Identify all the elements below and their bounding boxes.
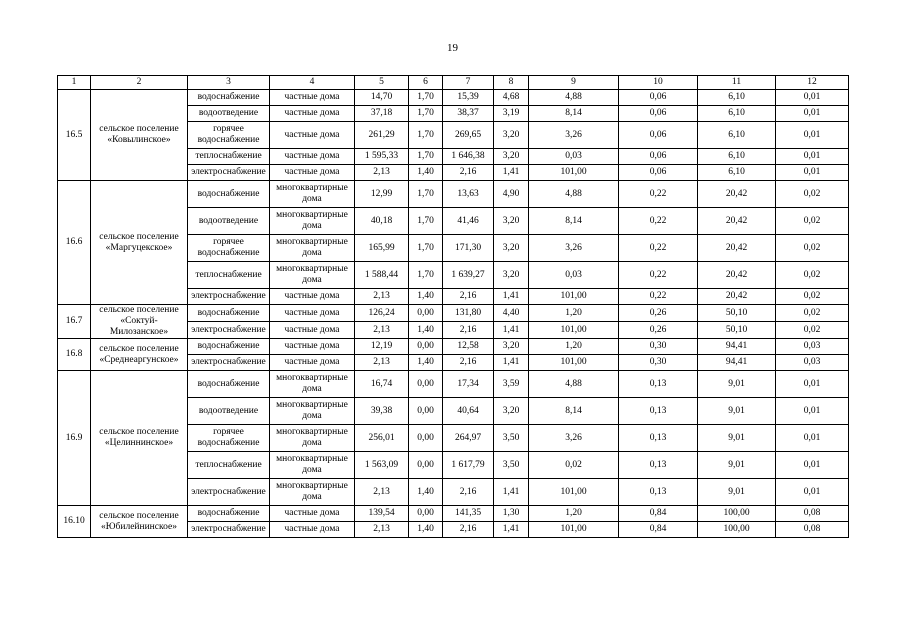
value-cell: 15,39 — [443, 90, 494, 106]
value-cell: 1,20 — [529, 339, 619, 355]
value-cell: 101,00 — [529, 522, 619, 538]
value-cell: 0,01 — [776, 90, 849, 106]
service-type: водоснабжение — [188, 339, 270, 355]
column-header: 9 — [529, 76, 619, 90]
value-cell: 0,03 — [529, 262, 619, 289]
value-cell: 3,20 — [494, 122, 529, 149]
column-header: 2 — [91, 76, 188, 90]
housing-type: частные дома — [270, 90, 355, 106]
value-cell: 2,16 — [443, 165, 494, 181]
table-row — [58, 371, 849, 398]
housing-type: частные дома — [270, 106, 355, 122]
value-cell: 0,13 — [619, 398, 698, 425]
value-cell: 37,18 — [355, 106, 409, 122]
service-type: водоснабжение — [188, 90, 270, 106]
value-cell: 256,01 — [355, 425, 409, 452]
value-cell: 2,13 — [355, 322, 409, 339]
value-cell: 165,99 — [355, 235, 409, 262]
value-cell: 0,01 — [776, 398, 849, 425]
value-cell: 0,00 — [409, 398, 443, 425]
value-cell: 100,00 — [698, 522, 776, 538]
value-cell: 3,50 — [494, 452, 529, 479]
row-number: 16.8 — [58, 339, 91, 371]
value-cell: 9,01 — [698, 425, 776, 452]
value-cell: 1,40 — [409, 479, 443, 506]
housing-type: многоквартирные дома — [270, 479, 355, 506]
value-cell: 2,13 — [355, 165, 409, 181]
value-cell: 1,20 — [529, 305, 619, 322]
value-cell: 1,41 — [494, 289, 529, 305]
value-cell: 0,02 — [776, 262, 849, 289]
value-cell: 0,01 — [776, 149, 849, 165]
value-cell: 1,70 — [409, 262, 443, 289]
value-cell: 101,00 — [529, 355, 619, 371]
value-cell: 8,14 — [529, 208, 619, 235]
service-type: водоотведение — [188, 208, 270, 235]
value-cell: 8,14 — [529, 398, 619, 425]
value-cell: 0,22 — [619, 181, 698, 208]
column-header: 4 — [270, 76, 355, 90]
value-cell: 4,88 — [529, 181, 619, 208]
value-cell: 0,02 — [776, 289, 849, 305]
service-type: водоснабжение — [188, 305, 270, 322]
housing-type: частные дома — [270, 165, 355, 181]
value-cell: 4,90 — [494, 181, 529, 208]
service-type: водоотведение — [188, 398, 270, 425]
value-cell: 0,06 — [619, 165, 698, 181]
value-cell: 3,26 — [529, 122, 619, 149]
value-cell: 0,06 — [619, 90, 698, 106]
housing-type: многоквартирные дома — [270, 262, 355, 289]
housing-type: частные дома — [270, 149, 355, 165]
row-number: 16.9 — [58, 371, 91, 506]
value-cell: 3,20 — [494, 208, 529, 235]
settlement-name: сельское поселение «Среднеаргунское» — [91, 339, 188, 371]
service-type: горячее водоснабжение — [188, 235, 270, 262]
value-cell: 171,30 — [443, 235, 494, 262]
housing-type: частные дома — [270, 289, 355, 305]
tariff-table — [57, 75, 849, 538]
value-cell: 1 588,44 — [355, 262, 409, 289]
housing-type: частные дома — [270, 122, 355, 149]
value-cell: 1,40 — [409, 289, 443, 305]
value-cell: 2,13 — [355, 479, 409, 506]
value-cell: 3,50 — [494, 425, 529, 452]
housing-type: частные дома — [270, 355, 355, 371]
value-cell: 0,22 — [619, 208, 698, 235]
value-cell: 1,30 — [494, 506, 529, 522]
value-cell: 9,01 — [698, 479, 776, 506]
value-cell: 101,00 — [529, 165, 619, 181]
value-cell: 0,06 — [619, 122, 698, 149]
value-cell: 0,30 — [619, 339, 698, 355]
value-cell: 0,13 — [619, 425, 698, 452]
value-cell: 1,70 — [409, 208, 443, 235]
value-cell: 3,59 — [494, 371, 529, 398]
service-type: электроснабжение — [188, 165, 270, 181]
housing-type: частные дома — [270, 305, 355, 322]
value-cell: 1,41 — [494, 355, 529, 371]
value-cell: 2,16 — [443, 289, 494, 305]
service-type: электроснабжение — [188, 522, 270, 538]
value-cell: 94,41 — [698, 355, 776, 371]
column-header: 6 — [409, 76, 443, 90]
value-cell: 141,35 — [443, 506, 494, 522]
value-cell: 20,42 — [698, 235, 776, 262]
value-cell: 101,00 — [529, 479, 619, 506]
value-cell: 6,10 — [698, 165, 776, 181]
value-cell: 4,68 — [494, 90, 529, 106]
value-cell: 0,03 — [776, 339, 849, 355]
value-cell: 50,10 — [698, 322, 776, 339]
value-cell: 0,02 — [776, 322, 849, 339]
value-cell: 2,16 — [443, 322, 494, 339]
settlement-name: сельское поселение «Юбилейнинское» — [91, 506, 188, 538]
value-cell: 139,54 — [355, 506, 409, 522]
service-type: водоснабжение — [188, 506, 270, 522]
value-cell: 0,03 — [776, 355, 849, 371]
settlement-name: сельское поселение «Целиннинское» — [91, 371, 188, 506]
service-type: теплоснабжение — [188, 262, 270, 289]
value-cell: 0,01 — [776, 425, 849, 452]
value-cell: 20,42 — [698, 262, 776, 289]
service-type: электроснабжение — [188, 355, 270, 371]
value-cell: 9,01 — [698, 398, 776, 425]
value-cell: 1,70 — [409, 106, 443, 122]
value-cell: 101,00 — [529, 289, 619, 305]
value-cell: 3,20 — [494, 398, 529, 425]
value-cell: 0,13 — [619, 371, 698, 398]
service-type: теплоснабжение — [188, 149, 270, 165]
value-cell: 1,20 — [529, 506, 619, 522]
value-cell: 39,38 — [355, 398, 409, 425]
value-cell: 3,26 — [529, 235, 619, 262]
housing-type: частные дома — [270, 339, 355, 355]
value-cell: 20,42 — [698, 208, 776, 235]
column-header: 1 — [58, 76, 91, 90]
value-cell: 2,13 — [355, 355, 409, 371]
service-type: электроснабжение — [188, 289, 270, 305]
housing-type: многоквартирные дома — [270, 235, 355, 262]
value-cell: 0,08 — [776, 522, 849, 538]
value-cell: 0,00 — [409, 425, 443, 452]
value-cell: 1,41 — [494, 479, 529, 506]
service-type: теплоснабжение — [188, 452, 270, 479]
value-cell: 1 617,79 — [443, 452, 494, 479]
column-header: 11 — [698, 76, 776, 90]
value-cell: 2,16 — [443, 355, 494, 371]
housing-type: многоквартирные дома — [270, 208, 355, 235]
value-cell: 0,01 — [776, 371, 849, 398]
value-cell: 6,10 — [698, 106, 776, 122]
housing-type: многоквартирные дома — [270, 398, 355, 425]
service-type: водоотведение — [188, 106, 270, 122]
value-cell: 3,20 — [494, 149, 529, 165]
service-type: водоснабжение — [188, 371, 270, 398]
column-header: 8 — [494, 76, 529, 90]
value-cell: 3,19 — [494, 106, 529, 122]
value-cell: 1,41 — [494, 522, 529, 538]
column-header: 12 — [776, 76, 849, 90]
value-cell: 0,84 — [619, 506, 698, 522]
value-cell: 0,26 — [619, 305, 698, 322]
table-row — [58, 90, 849, 106]
value-cell: 1 595,33 — [355, 149, 409, 165]
housing-type: многоквартирные дома — [270, 371, 355, 398]
service-type: электроснабжение — [188, 479, 270, 506]
value-cell: 3,20 — [494, 235, 529, 262]
housing-type: многоквартирные дома — [270, 181, 355, 208]
value-cell: 12,99 — [355, 181, 409, 208]
value-cell: 264,97 — [443, 425, 494, 452]
column-header: 3 — [188, 76, 270, 90]
value-cell: 16,74 — [355, 371, 409, 398]
value-cell: 0,84 — [619, 522, 698, 538]
value-cell: 0,03 — [529, 149, 619, 165]
value-cell: 2,13 — [355, 522, 409, 538]
settlement-name: сельское поселение «Ковылинское» — [91, 90, 188, 181]
value-cell: 131,80 — [443, 305, 494, 322]
value-cell: 0,02 — [776, 305, 849, 322]
value-cell: 1 646,38 — [443, 149, 494, 165]
value-cell: 0,00 — [409, 506, 443, 522]
value-cell: 0,22 — [619, 235, 698, 262]
value-cell: 40,64 — [443, 398, 494, 425]
value-cell: 20,42 — [698, 289, 776, 305]
value-cell: 9,01 — [698, 371, 776, 398]
value-cell: 6,10 — [698, 90, 776, 106]
value-cell: 1,40 — [409, 522, 443, 538]
value-cell: 1,70 — [409, 122, 443, 149]
value-cell: 4,88 — [529, 90, 619, 106]
value-cell: 2,16 — [443, 522, 494, 538]
value-cell: 4,40 — [494, 305, 529, 322]
value-cell: 0,02 — [529, 452, 619, 479]
value-cell: 0,13 — [619, 479, 698, 506]
value-cell: 1,41 — [494, 165, 529, 181]
value-cell: 1,70 — [409, 90, 443, 106]
row-number: 16.6 — [58, 181, 91, 305]
value-cell: 0,08 — [776, 506, 849, 522]
value-cell: 1 563,09 — [355, 452, 409, 479]
value-cell: 0,22 — [619, 289, 698, 305]
value-cell: 6,10 — [698, 149, 776, 165]
value-cell: 41,46 — [443, 208, 494, 235]
table-row — [58, 181, 849, 208]
value-cell: 8,14 — [529, 106, 619, 122]
value-cell: 38,37 — [443, 106, 494, 122]
table-header-row — [58, 76, 849, 90]
column-header: 5 — [355, 76, 409, 90]
value-cell: 0,06 — [619, 149, 698, 165]
value-cell: 269,65 — [443, 122, 494, 149]
value-cell: 20,42 — [698, 181, 776, 208]
table-row — [58, 506, 849, 522]
value-cell: 0,00 — [409, 452, 443, 479]
service-type: электроснабжение — [188, 322, 270, 339]
value-cell: 0,00 — [409, 305, 443, 322]
value-cell: 2,16 — [443, 479, 494, 506]
value-cell: 17,34 — [443, 371, 494, 398]
row-number: 16.10 — [58, 506, 91, 538]
value-cell: 261,29 — [355, 122, 409, 149]
value-cell: 100,00 — [698, 506, 776, 522]
value-cell: 0,02 — [776, 181, 849, 208]
value-cell: 94,41 — [698, 339, 776, 355]
row-number: 16.7 — [58, 305, 91, 339]
value-cell: 50,10 — [698, 305, 776, 322]
table-row — [58, 305, 849, 322]
value-cell: 0,01 — [776, 122, 849, 149]
value-cell: 40,18 — [355, 208, 409, 235]
service-type: горячее водоснабжение — [188, 425, 270, 452]
value-cell: 1,41 — [494, 322, 529, 339]
page-number: 19 — [447, 42, 458, 54]
value-cell: 0,01 — [776, 452, 849, 479]
value-cell: 126,24 — [355, 305, 409, 322]
housing-type: многоквартирные дома — [270, 425, 355, 452]
value-cell: 0,30 — [619, 355, 698, 371]
service-type: водоснабжение — [188, 181, 270, 208]
value-cell: 0,06 — [619, 106, 698, 122]
value-cell: 0,01 — [776, 106, 849, 122]
value-cell: 4,88 — [529, 371, 619, 398]
value-cell: 14,70 — [355, 90, 409, 106]
value-cell: 0,01 — [776, 165, 849, 181]
value-cell: 1,40 — [409, 355, 443, 371]
value-cell: 3,20 — [494, 339, 529, 355]
value-cell: 2,13 — [355, 289, 409, 305]
value-cell: 0,02 — [776, 235, 849, 262]
settlement-name: сельское поселение «Маргуцекское» — [91, 181, 188, 305]
value-cell: 6,10 — [698, 122, 776, 149]
table-body — [58, 76, 849, 538]
value-cell: 12,58 — [443, 339, 494, 355]
value-cell: 1,70 — [409, 235, 443, 262]
settlement-name: сельское поселение «Соктуй-Милозанское» — [91, 305, 188, 339]
value-cell: 9,01 — [698, 452, 776, 479]
value-cell: 0,22 — [619, 262, 698, 289]
column-header: 7 — [443, 76, 494, 90]
value-cell: 101,00 — [529, 322, 619, 339]
value-cell: 0,00 — [409, 371, 443, 398]
housing-type: частные дома — [270, 322, 355, 339]
value-cell: 0,26 — [619, 322, 698, 339]
value-cell: 1,40 — [409, 322, 443, 339]
column-header: 10 — [619, 76, 698, 90]
housing-type: частные дома — [270, 506, 355, 522]
value-cell: 3,20 — [494, 262, 529, 289]
value-cell: 0,02 — [776, 208, 849, 235]
value-cell: 3,26 — [529, 425, 619, 452]
value-cell: 1 639,27 — [443, 262, 494, 289]
value-cell: 1,40 — [409, 165, 443, 181]
value-cell: 0,01 — [776, 479, 849, 506]
value-cell: 1,70 — [409, 149, 443, 165]
value-cell: 0,13 — [619, 452, 698, 479]
value-cell: 13,63 — [443, 181, 494, 208]
value-cell: 12,19 — [355, 339, 409, 355]
housing-type: многоквартирные дома — [270, 452, 355, 479]
value-cell: 0,00 — [409, 339, 443, 355]
table-row — [58, 339, 849, 355]
value-cell: 1,70 — [409, 181, 443, 208]
service-type: горячее водоснабжение — [188, 122, 270, 149]
row-number: 16.5 — [58, 90, 91, 181]
housing-type: частные дома — [270, 522, 355, 538]
